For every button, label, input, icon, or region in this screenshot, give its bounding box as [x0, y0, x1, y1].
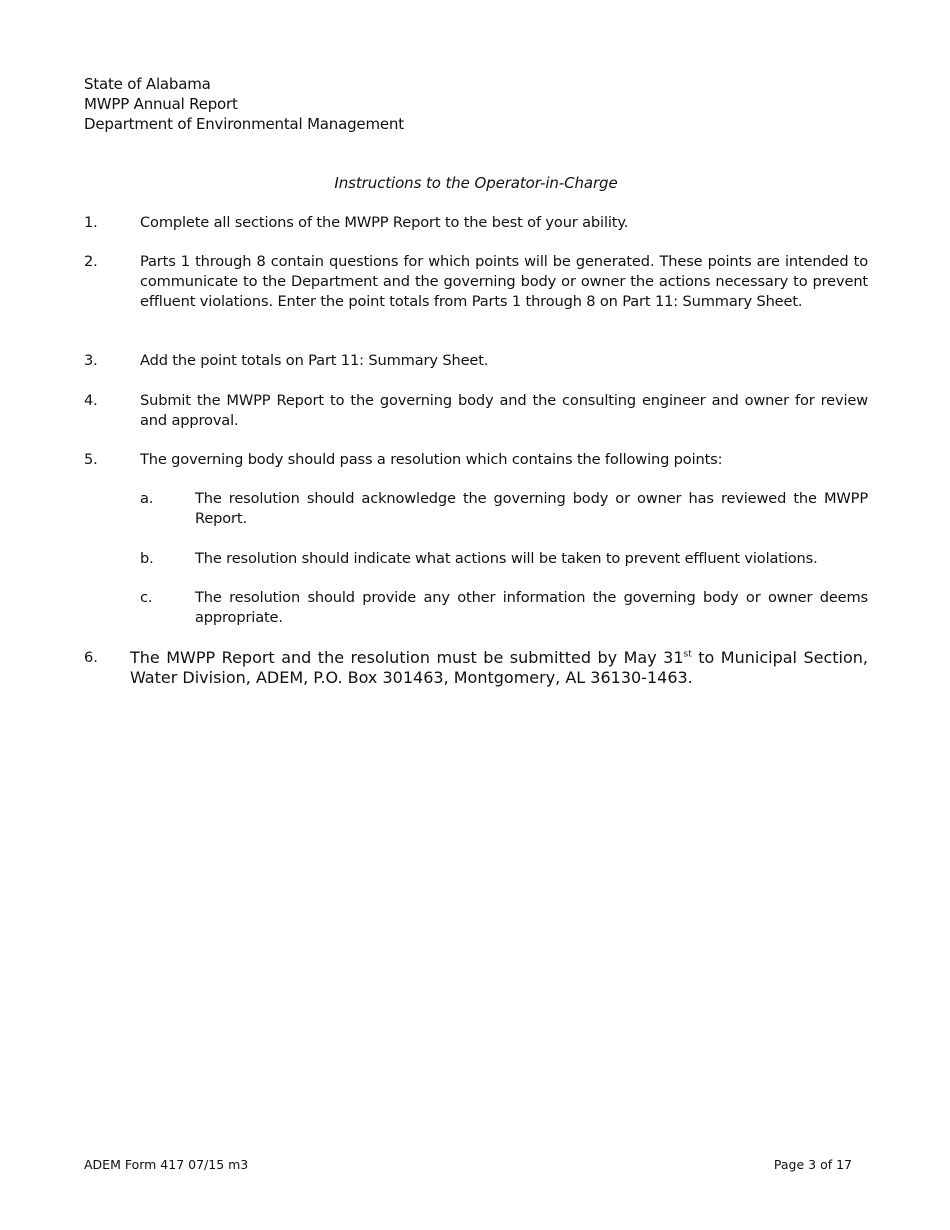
document-header [84, 74, 404, 134]
header-report: MWPP Annual Report [84, 95, 238, 113]
item6-superscript: st [683, 649, 692, 660]
instruction-item-3 [84, 351, 868, 371]
item-number: 3. [84, 352, 98, 369]
item6-text-after: to Municipal Section, Water Division, ADEM, P.O. Box 301463, Montgomery, AL 36130-1463. [130, 648, 868, 687]
subitem-letter: b. [140, 550, 154, 567]
page-title: Instructions to the Operator-in-Charge [334, 174, 618, 192]
instruction-item-5 [84, 450, 868, 470]
footer-page-number: Page 3 of 17 [773, 1157, 852, 1172]
item-text: The governing body should pass a resolution which contains the following points: [140, 451, 723, 468]
instruction-item-2 [84, 252, 868, 311]
instruction-item-4 [84, 391, 868, 431]
instruction-subitem-a [140, 489, 868, 529]
item-number: 1. [84, 214, 98, 231]
subitem-text: The resolution should indicate what actions will be taken to prevent effluent violations. [195, 550, 818, 567]
subitem-letter: c. [140, 589, 153, 606]
subitem-text: The resolution should provide any other information the governing body or owner deems appropriate. [195, 589, 868, 626]
instruction-item-1 [84, 213, 868, 233]
item6-text-before: The MWPP Report and the resolution must be submitted by May 31 [130, 648, 684, 667]
header-department: Department of Environmental Management [84, 115, 404, 133]
item-text: Submit the MWPP Report to the governing body and the consulting engineer and owner for review and approval. [140, 392, 868, 429]
header-state: State of Alabama [84, 75, 211, 93]
item-text [130, 648, 868, 688]
item-text: Parts 1 through 8 contain questions for which points will be generated. These points are intended to communicate to the Department and the governing body or owner the actions necessary to prevent effluent violations. Enter the point totals from Parts 1 through 8 on Part 11: Summary Sheet. [140, 253, 868, 310]
item-number: 6. [84, 649, 98, 666]
item-number: 2. [84, 253, 98, 270]
item-number: 4. [84, 392, 98, 409]
instruction-subitem-b [140, 549, 868, 569]
footer-form-id: ADEM Form 417 07/15 m3 [84, 1157, 249, 1172]
instruction-subitem-c [140, 588, 868, 628]
subitem-letter: a. [140, 490, 154, 507]
subitem-text: The resolution should acknowledge the governing body or owner has reviewed the MWPP Report. [195, 490, 868, 527]
item-text: Complete all sections of the MWPP Report to the best of your ability. [140, 214, 629, 231]
item-text: Add the point totals on Part 11: Summary Sheet. [140, 352, 489, 369]
item-number: 5. [84, 451, 98, 468]
instruction-item-6 [84, 648, 868, 688]
